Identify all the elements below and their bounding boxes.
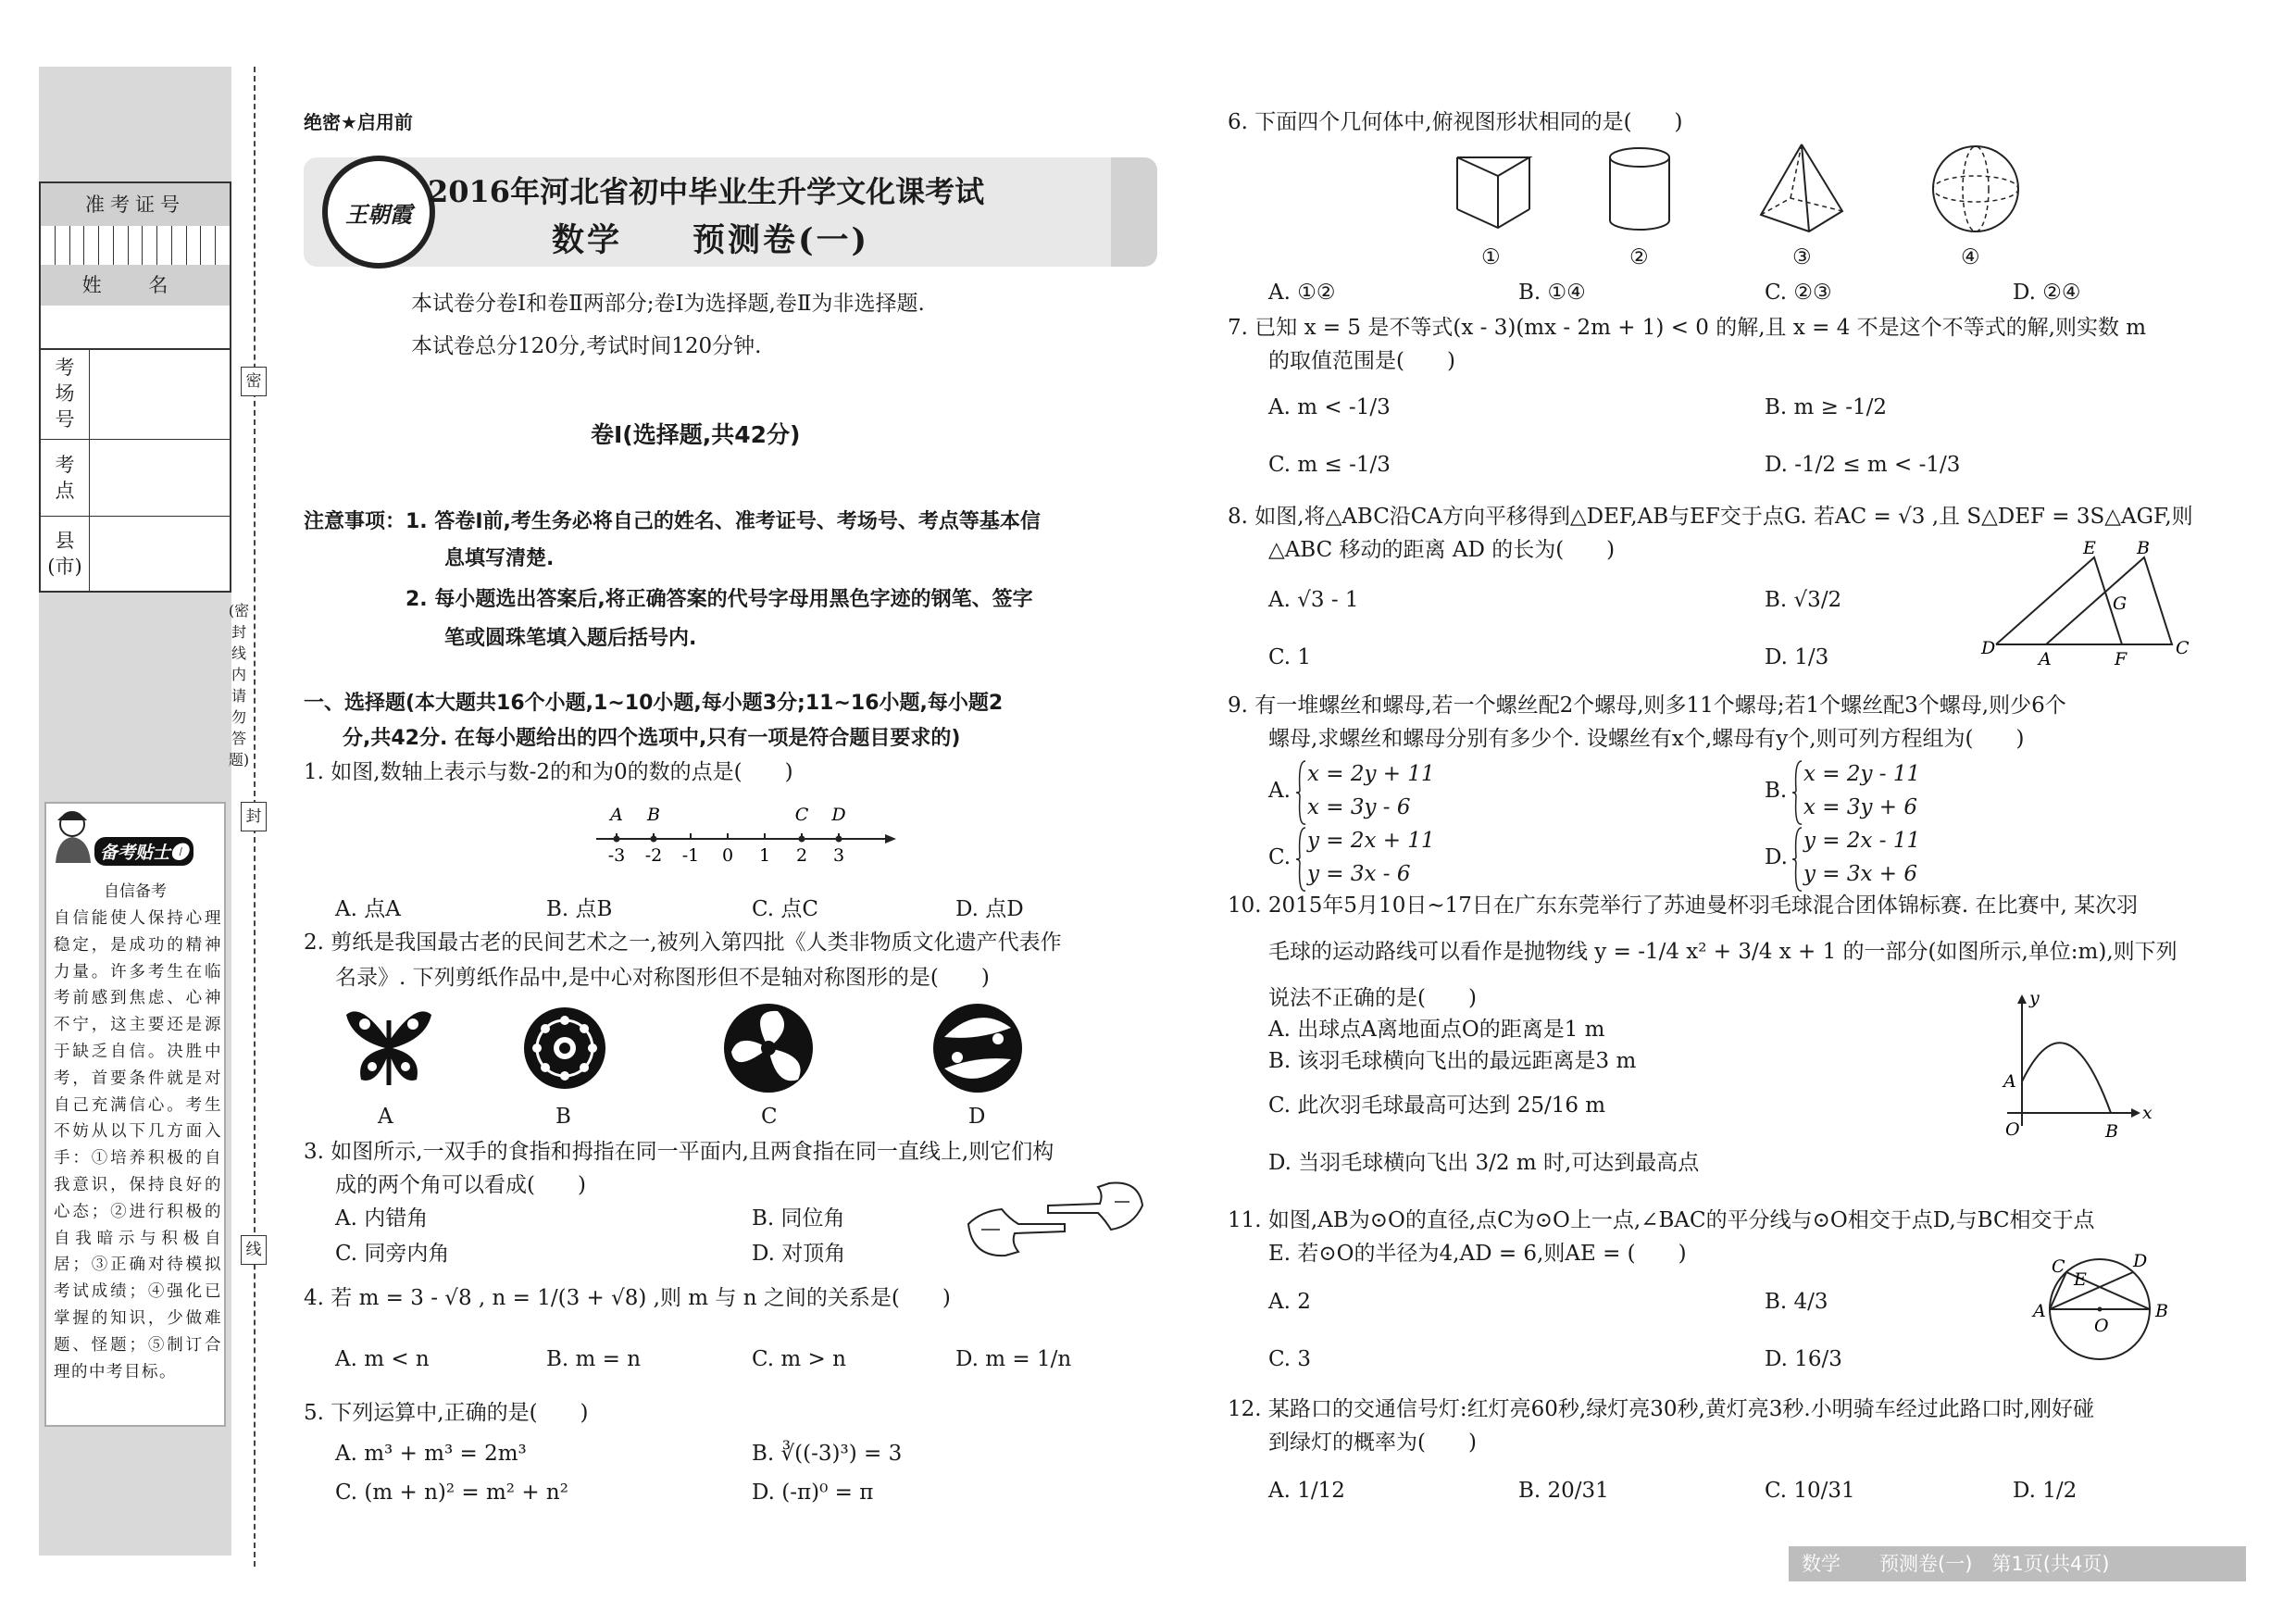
q9-option-d-eq2: y = 3x + 6 <box>1803 862 1918 886</box>
q6-label-3: ③ <box>1792 245 1812 269</box>
q12-option-b[interactable]: B. 20/31 <box>1518 1479 1609 1503</box>
q8-point-A: A <box>2039 649 2052 669</box>
q8-point-F: F <box>2115 649 2128 669</box>
q10-option-a[interactable]: A. 出球点A离地面点O的距离是1 m <box>1268 1018 1605 1042</box>
q10-option-d[interactable]: D. 当羽毛球横向飞出 3/2 m 时,可达到最高点 <box>1268 1151 1700 1175</box>
exam-site-row[interactable]: 考 点 <box>41 440 230 517</box>
notice-label: 注意事项： <box>304 510 406 533</box>
q11-point-C: C <box>2052 1256 2065 1277</box>
q6-label-4: ④ <box>1961 245 1980 269</box>
q2-fish-papercut <box>720 1000 817 1096</box>
q8-option-c[interactable]: C. 1 <box>1268 645 1312 669</box>
q9-option-b-label[interactable]: B. <box>1765 779 1788 803</box>
q12-option-c[interactable]: C. 10/31 <box>1765 1479 1855 1503</box>
notice-item-2b: 笔或圆珠笔填入题后括号内. <box>444 627 697 650</box>
q6-option-a[interactable]: A. ①② <box>1268 281 1336 305</box>
q10-parabola-figure <box>1994 988 2152 1142</box>
q7-stem-1: 7. 已知 x = 5 是不等式(x - 3)(mx - 2m + 1) < 0 的解,且 x = 4 不是这个不等式的解,则实数 m <box>1228 316 2147 340</box>
q10-point-B: B <box>2105 1121 2118 1142</box>
q9-option-c-eq1: y = 2x + 11 <box>1307 829 1435 853</box>
q1-tick: -3 <box>607 845 626 866</box>
q1-point-B: B <box>647 805 660 825</box>
seal-note: (密封线内请勿答题) <box>228 602 250 769</box>
q1-point-D: D <box>831 805 846 825</box>
intro-line-2: 本试卷总分120分,考试时间120分钟. <box>411 334 762 358</box>
q6-sphere-figure <box>1929 143 2022 235</box>
q8-stem-2: △ABC 移动的距离 AD 的长为( ) <box>1268 538 1616 562</box>
q8-point-D: D <box>1981 638 1996 658</box>
q10-stem-3: 说法不正确的是( ) <box>1268 986 1477 1010</box>
page-footer <box>1789 1546 2246 1581</box>
q10-axis-x: x <box>2142 1103 2152 1123</box>
q8-triangles-figure <box>1981 538 2190 669</box>
q11-point-O: O <box>2094 1316 2109 1336</box>
q1-option-d[interactable]: D. 点D <box>955 897 1024 921</box>
q6-option-d[interactable]: D. ②④ <box>2013 281 2081 305</box>
q12-option-a[interactable]: A. 1/12 <box>1268 1479 1345 1503</box>
q2-butterfly-papercut <box>343 1002 435 1094</box>
q11-stem-1: 11. 如图,AB为⊙O的直径,点C为⊙O上一点,∠BAC的平分线与⊙O相交于点D,与BC相交于点 <box>1228 1208 2095 1232</box>
q11-point-E: E <box>2074 1269 2087 1290</box>
q1-point-C: C <box>794 805 809 825</box>
q12-option-d[interactable]: D. 1/2 <box>2013 1479 2078 1503</box>
q10-axis-y: y <box>2029 988 2040 1008</box>
q9-stem-1: 9. 有一堆螺丝和螺母,若一个螺丝配2个螺母,则多11个螺母;若1个螺丝配3个螺母,则少6个 <box>1228 694 2066 718</box>
q12-stem-1: 12. 某路口的交通信号灯:红灯亮60秒,绿灯亮30秒,黄灯亮3秒.小明骑车经过此路口时,刚好碰 <box>1228 1397 2095 1421</box>
q5-stem: 5. 下列运算中,正确的是( ) <box>304 1401 589 1425</box>
seal-mark-mi: 密 <box>241 367 267 396</box>
q8-point-B: B <box>2137 538 2150 558</box>
q8-option-a[interactable]: A. √3 - 1 <box>1268 588 1359 612</box>
q1-tick: -1 <box>681 845 700 866</box>
q1-tick: 0 <box>721 845 734 866</box>
q11-option-c[interactable]: C. 3 <box>1268 1347 1312 1371</box>
q11-point-A: A <box>2033 1301 2046 1321</box>
q3-stem-1: 3. 如图所示,一双手的食指和拇指在同一平面内,且两食指在同一直线上,则它们构 <box>304 1140 1054 1164</box>
q8-point-C: C <box>2176 638 2190 658</box>
q2-label-a[interactable]: A <box>378 1105 393 1129</box>
tip-text: 自信能使人保持心理稳定，是成功的精神力量。许多考生在临考前感到焦虑、心神不宁，这主要还是源于缺乏自信。决胜中考，首要条件就是对自己充满信心。考生不妨从以下几方面入手：①培养积极的自我意识，保持良好的心态；②进行积极的自我暗示与积极自居；③正确对待模拟考试成绩；④强化已掌握的知识，少做难题、怪题；⑤制订合理的中考目标。 <box>54 909 222 1381</box>
q6-prism-figure <box>1450 146 1537 233</box>
q9-option-a-eq1: x = 2y + 11 <box>1307 762 1435 786</box>
q6-option-b[interactable]: B. ①④ <box>1518 281 1586 305</box>
notice-item-1a: 1. 答卷Ⅰ前,考生务必将自己的姓名、准考证号、考场号、考点等基本信 <box>406 510 1041 533</box>
section-title: 卷Ⅰ(选择题,共42分) <box>591 421 801 448</box>
q11-option-d[interactable]: D. 16/3 <box>1765 1347 1842 1371</box>
q6-label-1: ① <box>1481 245 1501 269</box>
q11-point-B: B <box>2155 1301 2168 1321</box>
q1-point-A: A <box>610 805 623 825</box>
seal-mark-xian: 线 <box>241 1235 267 1265</box>
q3-hands-figure <box>963 1178 1148 1267</box>
exam-subtitle: 数学 预测卷(一) <box>552 221 870 259</box>
q10-option-c[interactable]: C. 此次羽毛球最高可达到 25/16 m <box>1268 1093 1606 1118</box>
q11-point-D: D <box>2133 1251 2148 1271</box>
q4-option-a[interactable]: A. m < n <box>335 1347 430 1371</box>
q9-option-b-eq2: x = 3y + 6 <box>1803 795 1918 819</box>
q9-option-b-eq1: x = 2y - 11 <box>1803 762 1921 786</box>
q8-point-G: G <box>2113 594 2128 614</box>
exam-number-label: 准考证号 <box>41 183 230 226</box>
q8-point-E: E <box>2083 538 2096 558</box>
q4-option-b[interactable]: B. m = n <box>546 1347 642 1371</box>
q9-brace-marks <box>1792 759 1803 893</box>
exam-title: 2016年河北省初中毕业生升学文化课考试 <box>428 174 985 209</box>
q1-number-line <box>593 802 898 866</box>
q1-option-c[interactable]: C. 点C <box>752 897 818 921</box>
q1-option-a[interactable]: A. 点A <box>335 897 401 921</box>
notice-item-1b: 息填写清楚. <box>444 547 555 570</box>
seal-mark-feng: 封 <box>241 802 267 831</box>
q11-option-b[interactable]: B. 4/3 <box>1765 1290 1828 1314</box>
q5-option-a[interactable]: A. m³ + m³ = 2m³ <box>335 1442 527 1466</box>
q4-option-d[interactable]: D. m = 1/n <box>955 1347 1072 1371</box>
q9-option-c-eq2: y = 3x - 6 <box>1307 862 1411 886</box>
q5-option-c[interactable]: C. (m + n)² = m² + n² <box>335 1481 568 1505</box>
q6-stem: 6. 下面四个几何体中,俯视图形状相同的是( ) <box>1228 110 1683 134</box>
q9-option-d-eq1: y = 2x - 11 <box>1803 829 1921 853</box>
q9-option-a-label[interactable]: A. <box>1268 779 1291 803</box>
q2-double-fish-papercut <box>930 1000 1026 1096</box>
name-field[interactable] <box>41 306 230 350</box>
q1-tick: 3 <box>832 845 845 866</box>
q8-option-d[interactable]: D. 1/3 <box>1765 645 1829 669</box>
q1-tick: -2 <box>644 845 663 866</box>
q7-option-b[interactable]: B. m ≥ -1/2 <box>1765 395 1888 419</box>
logo-text: 王朝霞 <box>345 201 412 228</box>
q8-option-b[interactable]: B. √3/2 <box>1765 588 1842 612</box>
tip-badge: 备考贴士❶ <box>94 837 193 866</box>
q9-stem-2: 螺母,求螺丝和螺母分别有多少个. 设螺丝有x个,螺母有y个,则可列方程组为( ) <box>1268 727 2025 751</box>
q9-option-c-label[interactable]: C. <box>1268 845 1292 869</box>
q6-pyramid-figure <box>1755 139 1848 235</box>
exam-number-grid[interactable] <box>41 226 230 267</box>
q1-option-b[interactable]: B. 点B <box>546 897 613 921</box>
q2-stem-2: 名录》. 下列剪纸作品中,是中心对称图形但不是轴对称图形的是( ) <box>335 966 990 990</box>
q2-flower-papercut <box>518 1002 611 1094</box>
q3-stem-2: 成的两个角可以看成( ) <box>335 1173 586 1197</box>
q3-option-a[interactable]: A. 内错角 <box>335 1206 429 1231</box>
q11-circle-figure <box>2018 1241 2181 1361</box>
q7-option-d[interactable]: D. -1/2 ≤ m < -1/3 <box>1765 453 1961 477</box>
secret-tag: 绝密★启用前 <box>304 111 413 133</box>
q9-option-d-label[interactable]: D. <box>1765 845 1788 869</box>
q3-option-d[interactable]: D. 对顶角 <box>752 1242 846 1266</box>
q8-stem-1: 8. 如图,将△ABC沿CA方向平移得到△DEF,AB与EF交于点G. 若AC = √3 ,且 S△DEF = 3S△AGF,则 <box>1228 505 2193 529</box>
q2-label-c[interactable]: C <box>761 1105 778 1129</box>
q4-option-c[interactable]: C. m > n <box>752 1347 846 1371</box>
q11-option-a[interactable]: A. 2 <box>1268 1290 1311 1314</box>
q10-stem-2: 毛球的运动路线可以看作是抛物线 y = -1/4 x² + 3/4 x + 1 的一部分(如图所示,单位:m),则下列 <box>1268 940 2177 964</box>
q10-point-A: A <box>2003 1071 2016 1092</box>
footer-text: 数学 预测卷(一) 第1页(共4页) <box>1802 1553 2110 1575</box>
exam-room-row[interactable]: 考 场 号 <box>41 348 230 440</box>
q10-option-b[interactable]: B. 该羽毛球横向飞出的最远距离是3 m <box>1268 1049 1637 1073</box>
q9-brace-marks <box>1296 759 1307 893</box>
q6-cylinder-figure <box>1602 144 1678 237</box>
q2-stem-1: 2. 剪纸是我国最古老的民间艺术之一,被列入第四批《人类非物质文化遗产代表作 <box>304 931 1062 955</box>
notice-item-2a: 2. 每小题选出答案后,将正确答案的代号字母用黑色字迹的钢笔、签字 <box>406 588 1033 611</box>
county-row[interactable]: 县 (市) <box>41 517 230 591</box>
q7-option-c[interactable]: C. m ≤ -1/3 <box>1268 453 1391 477</box>
q4-stem: 4. 若 m = 3 - √8 , n = 1/(3 + √8) ,则 m 与 n 之间的关系是( ) <box>304 1286 951 1310</box>
q12-stem-2: 到绿灯的概率为( ) <box>1268 1431 1477 1455</box>
part1-line-1: 一、选择题(本大题共16个小题,1~10小题,每小题3分;11~16小题,每小题2 <box>304 692 1004 715</box>
intro-line-1: 本试卷分卷Ⅰ和卷Ⅱ两部分;卷Ⅰ为选择题,卷Ⅱ为非选择题. <box>411 292 925 316</box>
part1-line-2: 分,共42分. 在每小题给出的四个选项中,只有一项是符合题目要求的) <box>343 727 961 750</box>
q7-stem-2: 的取值范围是( ) <box>1268 349 1455 373</box>
q3-option-b[interactable]: B. 同位角 <box>752 1206 845 1231</box>
q2-label-d[interactable]: D <box>968 1105 986 1129</box>
q9-option-a-eq2: x = 3y - 6 <box>1307 795 1411 819</box>
publisher-logo <box>322 156 435 269</box>
q11-stem-2: E. 若⊙O的半径为4,AD = 6,则AE = ( ) <box>1268 1242 1687 1266</box>
q5-option-b[interactable]: B. ∛((-3)³) = 3 <box>752 1442 903 1466</box>
banner-accent <box>1111 157 1157 267</box>
tip-title: 自信备考 <box>104 882 167 901</box>
q10-point-O: O <box>2005 1119 2020 1140</box>
q1-tick: 2 <box>795 845 808 866</box>
q10-stem-1: 10. 2015年5月10日~17日在广东东莞举行了苏迪曼杯羽毛球混合团体锦标赛. 在比赛中, 某次羽 <box>1228 893 2139 918</box>
q7-option-a[interactable]: A. m < -1/3 <box>1268 395 1391 419</box>
q5-option-d[interactable]: D. (-π)⁰ = π <box>752 1481 874 1505</box>
tip-header <box>48 806 222 865</box>
q6-label-2: ② <box>1629 245 1649 269</box>
q1-stem: 1. 如图,数轴上表示与数-2的和为0的数的点是( ) <box>304 760 793 784</box>
q2-label-b[interactable]: B <box>555 1105 571 1129</box>
name-label: 姓 名 <box>41 265 230 306</box>
q3-option-c[interactable]: C. 同旁内角 <box>335 1242 450 1266</box>
q1-tick: 1 <box>758 845 771 866</box>
q6-option-c[interactable]: C. ②③ <box>1765 281 1832 305</box>
